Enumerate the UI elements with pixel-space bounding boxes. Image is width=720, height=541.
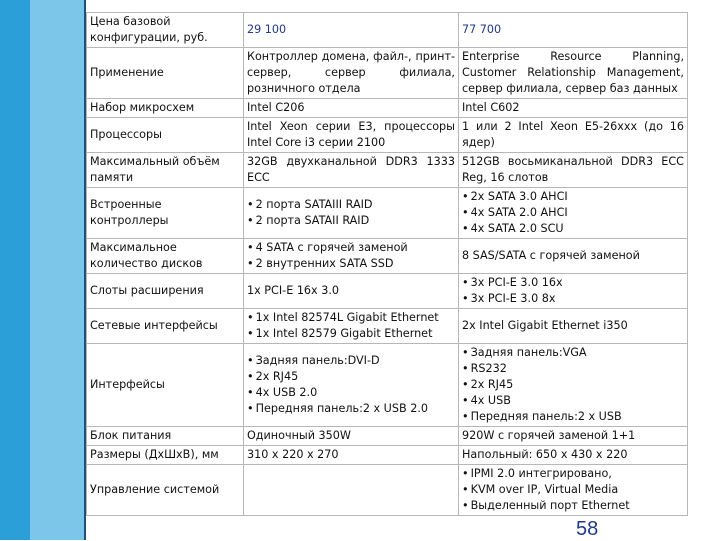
cell-text: 920W с горячей заменой 1+1 xyxy=(462,429,636,442)
row-label: Слоты расширения xyxy=(87,274,244,309)
spec-table xyxy=(86,12,688,516)
value-e5-server xyxy=(459,239,688,274)
table-row xyxy=(87,309,688,344)
cell-text: 2x Intel Gigabit Ethernet i350 xyxy=(462,319,628,332)
value-e5-server xyxy=(459,344,688,427)
value-e5-server xyxy=(459,118,688,153)
bullet-list xyxy=(462,275,684,307)
table-row xyxy=(87,99,688,118)
bullet-item: • 2 внутренних SATA SSD xyxy=(247,256,455,272)
value-e3-server xyxy=(244,274,459,309)
bullet-item: • Выделенный порт Ethernet xyxy=(462,498,684,514)
cell-text: Напольный: 650 x 430 x 220 xyxy=(462,448,628,461)
value-e3-server xyxy=(244,99,459,118)
row-label: Сетевые интерфейсы xyxy=(87,309,244,344)
bullet-item: • 2x RJ45 xyxy=(247,369,455,385)
bullet-item: • KVM over IP, Virtual Media xyxy=(462,482,684,498)
value-e3-server xyxy=(244,153,459,188)
value-e3-server xyxy=(244,344,459,427)
bullet-item: • 2 порта SATAII RAID xyxy=(247,213,455,229)
value-e3-server xyxy=(244,427,459,446)
bullet-item: • 3x PCI-E 3.0 8x xyxy=(462,291,684,307)
row-label: Набор микросхем xyxy=(87,99,244,118)
bullet-item: • Задняя панель:VGA xyxy=(462,345,684,361)
table-row xyxy=(87,188,688,239)
cell-text: Enterprise Resource Planning, Customer Relationship Management, сервер филиала, сервер баз данных xyxy=(462,50,684,95)
row-label: Управление системой xyxy=(87,465,244,516)
bullet-item: • 1x Intel 82574L Gigabit Ethernet xyxy=(247,310,455,326)
bullet-list xyxy=(247,310,455,342)
row-label: Применение xyxy=(87,48,244,99)
cell-text: Одиночный 350W xyxy=(247,429,351,442)
value-e3-server xyxy=(244,309,459,344)
bullet-list xyxy=(247,240,455,272)
table-row xyxy=(87,239,688,274)
bullet-item: • Задняя панель:DVI-D xyxy=(247,353,455,369)
bullet-item: • 2x RJ45 xyxy=(462,377,684,393)
value-e3-server xyxy=(244,239,459,274)
bullet-item: • 4 SATA с горячей заменой xyxy=(247,240,455,256)
cell-text: Intel Xeon серии E3, процессоры Intel Core i3 серии 2100 xyxy=(247,120,455,149)
row-label: Максимальный объём памяти xyxy=(87,153,244,188)
bullet-list xyxy=(462,345,684,425)
row-label: Максимальное количество дисков xyxy=(87,239,244,274)
value-e3-server xyxy=(244,13,459,48)
value-e5-server xyxy=(459,99,688,118)
bullet-item: • IPMI 2.0 интегрировано, xyxy=(462,466,684,482)
row-label: Интерфейсы xyxy=(87,344,244,427)
cell-text: 1x PCI-E 16x 3.0 xyxy=(247,284,340,297)
value-e3-server xyxy=(244,118,459,153)
table-row xyxy=(87,48,688,99)
row-label: Процессоры xyxy=(87,118,244,153)
bullet-item: • 4x USB xyxy=(462,393,684,409)
bullet-item: • Передняя панель:2 x USB xyxy=(462,409,684,425)
bullet-item: • 2x SATA 3.0 AHCI xyxy=(462,189,684,205)
cell-text: 32GB двухканальной DDR3 1333 ECC xyxy=(247,155,455,184)
bullet-list xyxy=(462,466,684,514)
value-e5-server xyxy=(459,188,688,239)
cell-text: Intel C206 xyxy=(247,101,305,114)
table-row xyxy=(87,153,688,188)
cell-text: 8 SAS/SATA с горячей заменой xyxy=(462,249,640,262)
table-row xyxy=(87,465,688,516)
value-e3-server xyxy=(244,465,459,516)
table-row xyxy=(87,274,688,309)
table-row xyxy=(87,118,688,153)
price-value: 29 100 xyxy=(247,23,287,36)
cell-text: Контроллер домена, файл-, принт-сервер, сервер филиала, розничного отдела xyxy=(247,50,455,95)
value-e5-server xyxy=(459,446,688,465)
value-e5-server xyxy=(459,13,688,48)
bullet-list xyxy=(247,197,455,229)
table-row xyxy=(87,13,688,48)
bullet-item: • 3x PCI-E 3.0 16x xyxy=(462,275,684,291)
table-row xyxy=(87,344,688,427)
bullet-item: • 4x USB 2.0 xyxy=(247,385,455,401)
bullet-item: • RS232 xyxy=(462,361,684,377)
cell-text: Intel C602 xyxy=(462,101,520,114)
cell-text: 512GB восьмиканальной DDR3 ECC Reg, 16 слотов xyxy=(462,155,684,184)
row-label: Размеры (ДхШхВ), мм xyxy=(87,446,244,465)
value-e3-server xyxy=(244,188,459,239)
price-value: 77 700 xyxy=(462,23,502,36)
bullet-list xyxy=(247,353,455,417)
value-e5-server xyxy=(459,309,688,344)
bullet-item: • 2 порта SATAIII RAID xyxy=(247,197,455,213)
side-band-dark xyxy=(0,0,30,540)
bullet-list xyxy=(462,189,684,237)
table-row xyxy=(87,427,688,446)
value-e5-server xyxy=(459,427,688,446)
table-row xyxy=(87,446,688,465)
cell-text: 310 x 220 x 270 xyxy=(247,448,339,461)
value-e5-server xyxy=(459,465,688,516)
bullet-item: • 4x SATA 2.0 SCU xyxy=(462,221,684,237)
value-e5-server xyxy=(459,153,688,188)
value-e3-server xyxy=(244,446,459,465)
cell-text: 1 или 2 Intel Xeon E5-26xxx (до 16 ядер) xyxy=(462,120,684,149)
row-label: Встроенные контроллеры xyxy=(87,188,244,239)
value-e3-server xyxy=(244,48,459,99)
page-number: 58 xyxy=(576,518,599,540)
row-label: Блок питания xyxy=(87,427,244,446)
bullet-item: • 4x SATA 2.0 AHCI xyxy=(462,205,684,221)
bullet-item: • 1x Intel 82579 Gigabit Ethernet xyxy=(247,326,455,342)
row-label: Цена базовой конфигурации, руб. xyxy=(87,13,244,48)
value-e5-server xyxy=(459,48,688,99)
value-e5-server xyxy=(459,274,688,309)
side-band-light xyxy=(30,0,84,540)
bullet-item: • Передняя панель:2 x USB 2.0 xyxy=(247,401,455,417)
